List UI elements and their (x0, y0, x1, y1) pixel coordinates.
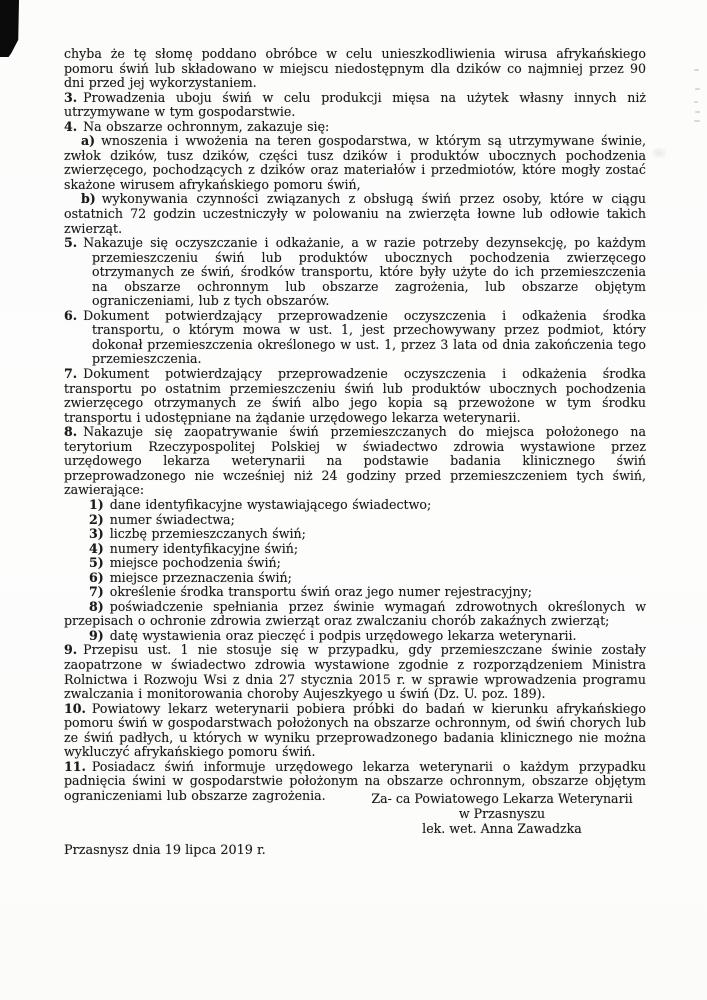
item-number: 6. (64, 307, 78, 323)
list-item-text: określenie środka transportu świń oraz jego numer rejestracyjny; (109, 584, 532, 600)
paragraph-item-10 (64, 702, 646, 760)
point-number: 9) (89, 627, 104, 643)
signature-name: lek. wet. Anna Zawadzka (422, 821, 582, 836)
paragraph-text: wykonywania czynności związanych z obsługą świń przez osoby, które w ciągu ostatnich 72 godzin uczestniczyły w polowaniu na zwierzęta łowne lub odłowie takich zwierząt. (64, 191, 646, 236)
point-number: 2) (89, 511, 104, 527)
signature-title: Za- ca Powiatowego Lekarza Weterynarii (371, 791, 633, 806)
point-number: 3) (89, 526, 104, 542)
point-number: 1) (89, 496, 104, 512)
item-number: 11. (64, 758, 86, 774)
scan-edge-artifact (695, 111, 700, 113)
point-number: 6) (89, 569, 104, 585)
paragraph-text: Przepisu ust. 1 nie stosuje się w przypadku, gdy przemieszczane świnie zostały zaopatrzone w świadectwo zdrowia wystawione zgodnie z rozporządzeniem Ministra Rolnictwa i Rozwoju Wsi z dnia 27 stycznia 2015 r. w sprawie wprowadzenia programu zwalczania i monitorowania choroby Aujeszkyego u świń (Dz. U. poz. 189). (64, 642, 646, 702)
paragraph-text: Dokument potwierdzający przeprowadzenie oczyszczenia i odkażenia środka transportu po ostatnim przemieszczeniu świń lub produktów ubocznych pochodzenia zwierzęcego otrzymanych ze świń albo jego kopia są przewożone w tym środku transportu i udostępniane na żądanie urzędowego lekarza weterynarii. (64, 366, 646, 425)
point-number: 4) (89, 540, 104, 556)
point-number: 8) (89, 598, 104, 614)
list-item-text: numer świadectwa; (109, 511, 235, 527)
paragraph-item-4a (64, 134, 646, 192)
list-item-text: miejsce przeznaczenia świń; (109, 569, 292, 585)
list-item-text: poświadczenie spełniania przez świnie wymagań zdrowotnych określonych w przepisach o ochronie zdrowia zwierząt oraz zwalczaniu chorób zakaźnych zwierząt; (64, 598, 646, 629)
paragraph-item-7 (64, 367, 646, 425)
signature-location: w Przasnyszu (458, 806, 546, 821)
list-item-7 (64, 585, 646, 600)
paragraph-continuation (64, 47, 646, 91)
item-number: 5. (64, 235, 78, 251)
paragraph-item-6 (64, 309, 646, 367)
item-number: 4. (64, 118, 78, 134)
list-item-2 (64, 513, 646, 528)
item-number: 7. (64, 366, 78, 382)
list-item-text: liczbę przemieszczanych świń; (109, 526, 306, 542)
paragraph-item-9 (64, 643, 646, 701)
paragraph-item-4 (64, 120, 646, 135)
list-item-5 (64, 556, 646, 571)
paragraph-text: Posiadacz świń informuje urzędowego lekarza weterynarii o każdym przypadku padnięcia świni w gospodarstwie położonym na obszarze ochronnym, obszarze objętym ograniczeniami lub obszarze zagrożenia. (64, 758, 646, 803)
scan-corner-artifact (0, 0, 19, 57)
scan-smudge-artifact (652, 148, 666, 158)
scan-edge-artifact (695, 88, 700, 90)
list-item-text: dane identyfikacyjne wystawiającego świadectwo; (109, 496, 432, 512)
paragraph-text: wnoszenia i wwożenia na teren gospodarstwa, w którym są utrzymywane świnie, zwłok dzików, tusz dzików, części tusz dzików i produktów ubocznych pochodzenia zwierzęcego, pochodzących z dzików oraz materiałów i przedmiotów, które mogły zostać skażone wirusem afrykańskiego pomoru świń, (64, 133, 646, 192)
item-number: 10. (64, 700, 86, 716)
point-number: 7) (89, 584, 104, 600)
point-number: 5) (89, 555, 104, 571)
signature-block (352, 791, 652, 836)
item-letter: b) (81, 191, 96, 207)
list-item-4 (64, 542, 646, 557)
scan-edge-artifact (694, 120, 700, 122)
item-number: 8. (64, 424, 78, 440)
list-item-text: miejsce pochodzenia świń; (109, 555, 281, 571)
item-number: 3. (64, 89, 78, 105)
paragraph-text: Nakazuje się oczyszczanie i odkażanie, a w razie potrzeby dezynsekcję, po każdym przemieszczeniu świń lub produktów ubocznych pochodzenia zwierzęcego otrzymanych ze świń, środków transportu, które były użyte do ich przemieszczenia na obszarze ochronnym lub obszarze zagrożenia, lub obszarze objętym ograniczeniami, lub z tych obszarów. (83, 235, 646, 309)
paragraph-text: chyba że tę słomę poddano obróbce w celu unieszkodliwienia wirusa afrykańskiego pomoru świń lub składowano w miejscu niedostępnym dla dzików co najmniej przez 90 dni przed jej wykorzystaniem. (64, 46, 646, 91)
list-item-text: numery identyfikacyjne świń; (109, 540, 299, 556)
list-item-9 (64, 629, 646, 644)
list-item-6 (64, 571, 646, 586)
paragraph-text: Nakazuje się zaopatrywanie świń przemieszczanych do miejsca położonego na terytorium Rzeczypospolitej Polskiej w świadectwo zdrowia wystawione przez urzędowego lekarza weterynarii na podstawie badania klinicznego świń przeprowadzonego nie wcześniej niż 24 godziny przed przemieszczeniem tych świń, zawierające: (64, 424, 646, 498)
list-item-3 (64, 527, 646, 542)
document-body (64, 47, 646, 803)
date-line: Przasnysz dnia 19 lipca 2019 r. (64, 843, 266, 858)
paragraph-item-4b (64, 192, 646, 236)
paragraph-text: Dokument potwierdzający przeprowadzenie oczyszczenia i odkażenia środka transportu, o którym mowa w ust. 1, jest przechowywany przez podmiot, który dokonał przemieszczenia określonego w ust. 1, przez 3 lata od dnia zakończenia tego przemieszczenia. (83, 307, 646, 367)
paragraph-item-5 (64, 236, 646, 309)
paragraph-item-8 (64, 425, 646, 498)
list-item-1 (64, 498, 646, 513)
list-item-text: datę wystawienia oraz pieczęć i podpis urzędowego lekarza weterynarii. (109, 627, 577, 643)
paragraph-item-3 (64, 91, 646, 120)
list-item-8 (64, 600, 646, 629)
scan-edge-artifact (694, 101, 698, 103)
paragraph-text: Powiatowy lekarz weterynarii pobiera próbki do badań w kierunku afrykańskiego pomoru świń w gospodarstwach położonych na obszarze ochronnym, od świń chorych lub ze świń padłych, u których w wyniku przeprowadzonego badania klinicznego nie można wykluczyć afrykańskiego pomoru świń. (64, 700, 646, 760)
item-number: 9. (64, 642, 78, 658)
paragraph-text: Prowadzenia uboju świń w celu produkcji mięsa na użytek własny innych niż utrzymywane w tym gospodarstwie. (64, 89, 646, 120)
item-letter: a) (81, 133, 96, 149)
paragraph-text: Na obszarze ochronnym, zakazuje się: (83, 118, 330, 134)
scan-edge-artifact (694, 69, 699, 71)
